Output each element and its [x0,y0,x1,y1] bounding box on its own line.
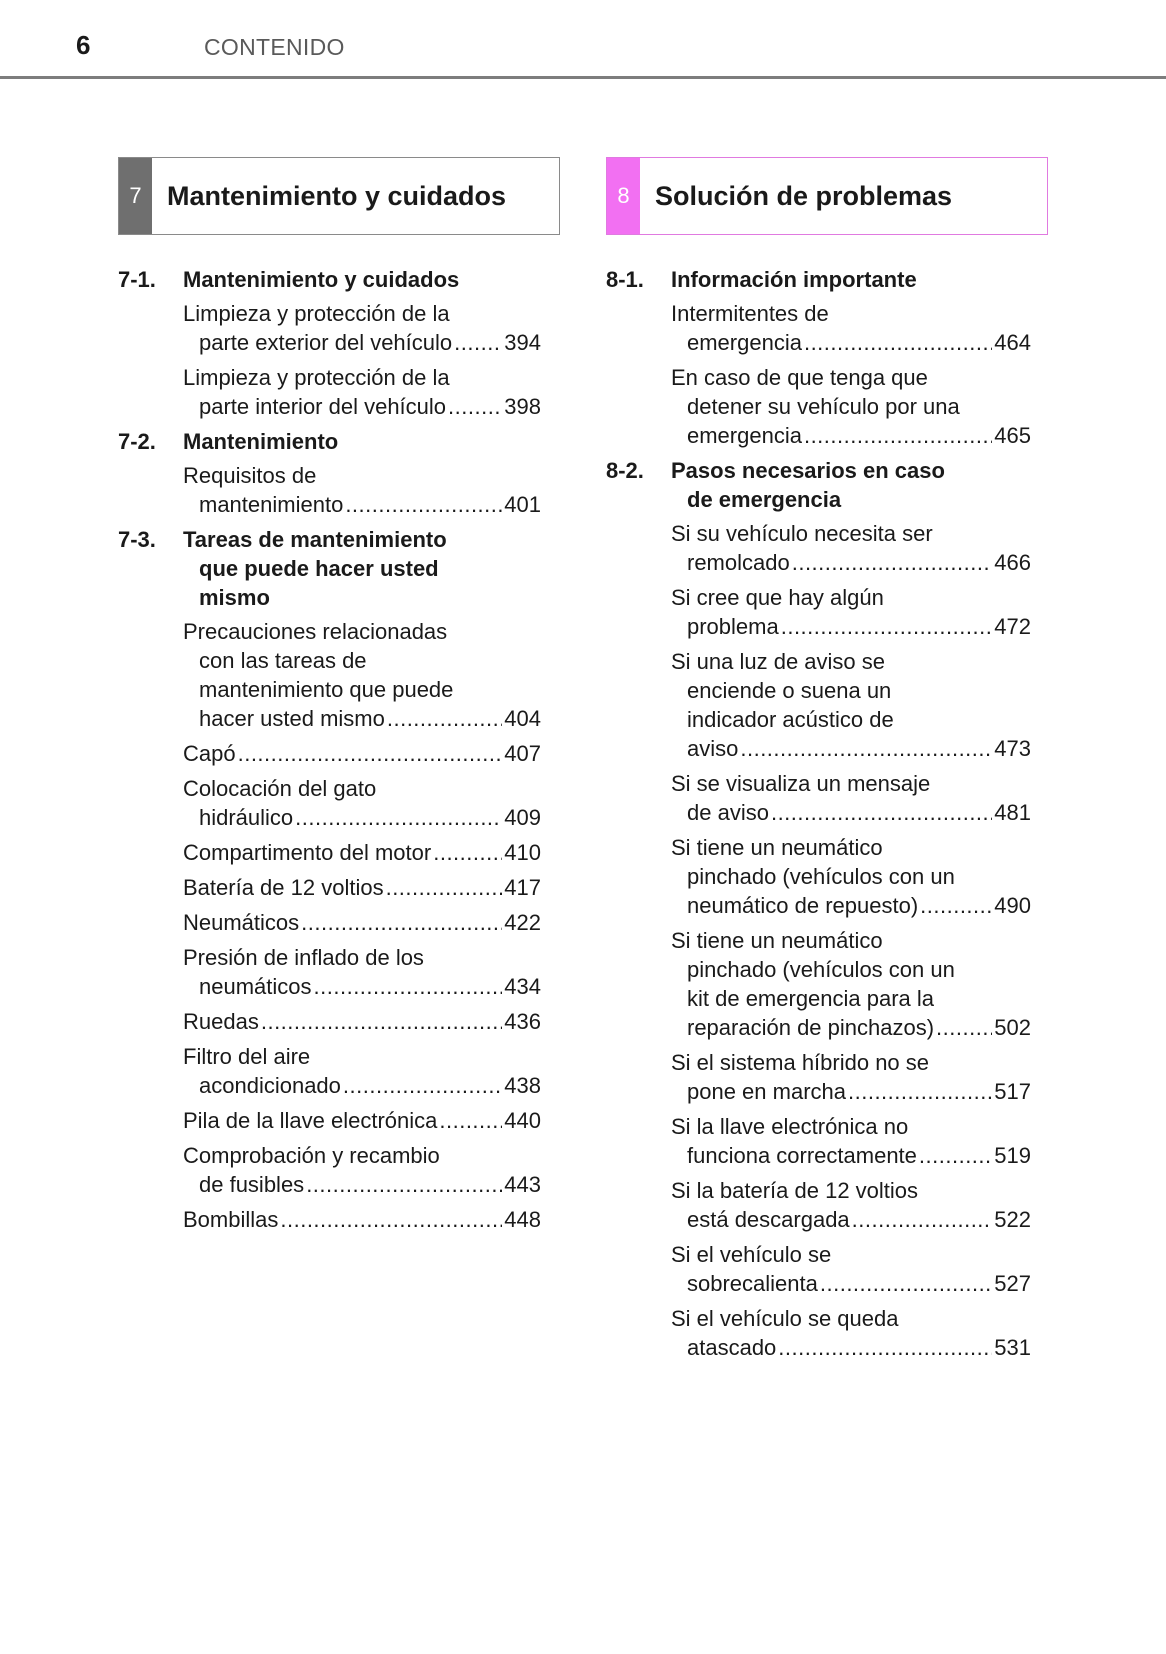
toc-section-heading[interactable] [606,265,1048,294]
dot-leader [261,1007,502,1036]
running-head: CONTENIDO [204,34,345,60]
toc-entry[interactable] [606,1240,1048,1298]
toc-entry[interactable] [118,873,560,902]
toc-list [118,265,560,1234]
entry-text-line: Compartimento del motor [183,840,432,865]
chapter-heading-box [118,157,560,235]
page-reference[interactable]: 404 [504,706,541,731]
entry-leader-line [183,490,560,519]
dot-leader [852,1205,993,1234]
toc-entry[interactable] [118,1205,560,1234]
toc-entry[interactable] [606,1176,1048,1234]
entry-text-line: acondicionado [199,1073,341,1098]
page-reference[interactable]: 436 [504,1009,541,1034]
entry-leader-line [671,1333,1048,1362]
entry-text-line: Si la llave electrónica no [671,1114,909,1139]
entry-text-line: neumáticos [199,974,312,999]
dot-leader [781,612,993,641]
section-number: 7-1. [118,267,156,292]
page-reference[interactable]: 443 [504,1172,541,1197]
toc-entry[interactable] [118,299,560,357]
toc-entry[interactable] [118,838,560,867]
entry-leader-line [671,1269,1048,1298]
entry-text-line: Si su vehículo necesita ser [671,521,933,546]
entry-text-line: Batería de 12 voltios [183,875,384,900]
entry-text-line: parte exterior del vehículo [199,330,453,355]
chapter-number-tab: 8 [607,158,640,234]
dot-leader [306,1170,502,1199]
toc-entry[interactable] [606,926,1048,1042]
dot-leader [345,490,502,519]
entry-leader-line [183,908,560,937]
section-title-line: mismo [199,585,270,610]
entry-leader-line [183,1007,560,1036]
chapter-number-tab: 7 [119,158,152,234]
toc-entry[interactable] [606,519,1048,577]
page-reference[interactable]: 434 [504,974,541,999]
toc-entry[interactable] [118,908,560,937]
entry-text-line: emergencia [687,423,802,448]
entry-text-line: Si el vehículo se [671,1242,832,1267]
toc-section-heading[interactable] [118,427,560,456]
dot-leader [820,1269,992,1298]
entry-text-line: indicador acústico de [687,707,894,732]
dot-leader [919,1141,992,1170]
toc-entry[interactable] [606,583,1048,641]
page-reference[interactable]: 517 [994,1079,1031,1104]
section-number: 7-3. [118,527,156,552]
page-reference[interactable]: 401 [504,492,541,517]
dot-leader [771,798,992,827]
entry-leader-line [183,803,560,832]
page-reference[interactable]: 519 [994,1143,1031,1168]
page-reference[interactable]: 410 [504,840,541,865]
page-reference[interactable]: 407 [504,741,541,766]
entry-leader-line [183,1071,560,1100]
section-number: 8-1. [606,267,644,292]
entry-text-line: Si el vehículo se queda [671,1306,899,1331]
page-reference[interactable]: 394 [504,330,541,355]
entry-text-line: problema [687,614,779,639]
entry-text-line: Intermitentes de [671,301,829,326]
dot-leader [433,838,502,867]
toc-entry[interactable] [118,617,560,733]
entry-text-line: Si se visualiza un mensaje [671,771,931,796]
toc-entry[interactable] [606,1112,1048,1170]
dot-leader [778,1333,992,1362]
page-reference[interactable]: 409 [504,805,541,830]
entry-text-line: Limpieza y protección de la [183,365,450,390]
entry-text-line: kit de emergencia para la [687,986,935,1011]
entry-leader-line [671,891,1048,920]
entry-text-line: aviso [687,736,739,761]
entry-leader-line [183,873,560,902]
entry-leader-line [671,1205,1048,1234]
page-reference[interactable]: 464 [994,330,1031,355]
entry-leader-line [183,739,560,768]
entry-text-line: Neumáticos [183,910,300,935]
entry-text-line: Si tiene un neumático [671,928,883,953]
section-title-line: Mantenimiento y cuidados [183,267,460,292]
entry-text-line: Si tiene un neumático [671,835,883,860]
entry-text-line: de fusibles [199,1172,305,1197]
dot-leader [387,704,502,733]
toc-section-heading[interactable] [118,265,560,294]
page-reference[interactable]: 466 [994,550,1031,575]
page-reference[interactable]: 531 [994,1335,1031,1360]
toc-entry[interactable] [118,1106,560,1135]
entry-text-line: Si el sistema híbrido no se [671,1050,930,1075]
entry-text-line: hacer usted mismo [199,706,385,731]
dot-leader [301,908,502,937]
section-title-line: de emergencia [687,487,842,512]
section-title-line: que puede hacer usted [199,556,439,581]
toc-entry[interactable] [118,461,560,519]
page-reference[interactable]: 481 [994,800,1031,825]
entry-leader-line [183,392,560,421]
entry-text-line: funciona correctamente [687,1143,917,1168]
page-reference[interactable]: 440 [504,1108,541,1133]
page-reference[interactable]: 448 [504,1207,541,1232]
entry-text-line: Bombillas [183,1207,279,1232]
toc-entry[interactable] [606,833,1048,920]
entry-text-line: En caso de que tenga que [671,365,928,390]
section-number: 7-2. [118,429,156,454]
entry-leader-line [183,1205,560,1234]
toc-entry[interactable] [118,774,560,832]
toc-entry[interactable] [606,769,1048,827]
toc-entry[interactable] [118,739,560,768]
toc-entry[interactable] [606,363,1048,450]
header-rule [0,76,1166,79]
chapter-column-7 [118,157,560,1234]
dot-leader [295,803,502,832]
toc-section-heading[interactable] [118,525,560,612]
dot-leader [386,873,503,902]
page-reference[interactable]: 417 [504,875,541,900]
page-reference[interactable]: 490 [994,893,1031,918]
toc-entry[interactable] [606,647,1048,763]
entry-text-line: Presión de inflado de los [183,945,424,970]
entry-text-line: Limpieza y protección de la [183,301,450,326]
entry-text-line: pinchado (vehículos con un [687,957,955,982]
dot-leader [936,1013,992,1042]
toc-list [606,265,1048,1362]
dot-leader [280,1205,502,1234]
toc-entry[interactable] [606,1048,1048,1106]
entry-text-line: está descargada [687,1207,850,1232]
page-reference[interactable]: 465 [994,423,1031,448]
page-reference[interactable]: 422 [504,910,541,935]
entry-leader-line [183,1106,560,1135]
dot-leader [804,328,992,357]
toc-entry[interactable] [606,1304,1048,1362]
entry-text-line: detener su vehículo por una [687,394,960,419]
dot-leader [238,739,503,768]
page-reference[interactable]: 527 [994,1271,1031,1296]
entry-text-line: con las tareas de [199,648,367,673]
entry-text-line: Pila de la llave electrónica [183,1108,438,1133]
entry-text-line: hidráulico [199,805,294,830]
dot-leader [740,734,992,763]
page-reference[interactable]: 438 [504,1073,541,1098]
entry-leader-line [183,1170,560,1199]
chapter-column-8 [606,157,1048,1362]
entry-text-line: pinchado (vehículos con un [687,864,955,889]
chapter-heading-box [606,157,1048,235]
entry-leader-line [671,328,1048,357]
entry-leader-line [671,1077,1048,1106]
entry-text-line: mantenimiento [199,492,344,517]
entry-leader-line [183,328,560,357]
entry-leader-line [671,798,1048,827]
chapter-title[interactable]: Solución de problemas [655,180,953,211]
entry-text-line: enciende o suena un [687,678,892,703]
entry-leader-line [671,734,1048,763]
entry-text-line: neumático de repuesto) [687,893,919,918]
toc-section-heading[interactable] [606,456,1048,514]
entry-leader-line [671,548,1048,577]
toc-entry[interactable] [606,299,1048,357]
toc-entry[interactable] [118,1007,560,1036]
entry-text-line: mantenimiento que puede [199,677,454,702]
page-reference[interactable]: 502 [994,1015,1031,1040]
entry-text-line: Capó [183,741,236,766]
entry-leader-line [183,838,560,867]
toc-entry[interactable] [118,1141,560,1199]
entry-text-line: Si cree que hay algún [671,585,884,610]
entry-text-line: Colocación del gato [183,776,377,801]
dot-leader [343,1071,502,1100]
section-title-line: Pasos necesarios en caso [671,458,945,483]
dot-leader [804,421,992,450]
toc-entry[interactable] [118,943,560,1001]
section-title-line: Mantenimiento [183,429,339,454]
dot-leader [439,1106,502,1135]
entry-leader-line [671,612,1048,641]
toc-entry[interactable] [118,363,560,421]
entry-text-line: Requisitos de [183,463,317,488]
page-reference[interactable]: 472 [994,614,1031,639]
section-number: 8-2. [606,458,644,483]
entry-text-line: Ruedas [183,1009,259,1034]
dot-leader [448,392,502,421]
entry-text-line: remolcado [687,550,790,575]
entry-leader-line [183,704,560,733]
dot-leader [848,1077,992,1106]
chapter-title[interactable]: Mantenimiento y cuidados [167,180,507,211]
entry-leader-line [671,1141,1048,1170]
dot-leader [792,548,993,577]
page-reference[interactable]: 473 [994,736,1031,761]
page-number: 6 [76,30,91,60]
entry-leader-line [671,1013,1048,1042]
entry-text-line: de aviso [687,800,769,825]
page-reference[interactable]: 398 [504,394,541,419]
toc-entry[interactable] [118,1042,560,1100]
entry-text-line: pone en marcha [687,1079,846,1104]
dot-leader [314,972,503,1001]
section-title-line: Información importante [671,267,917,292]
entry-leader-line [671,421,1048,450]
entry-text-line: Precauciones relacionadas [183,619,448,644]
entry-text-line: Filtro del aire [183,1044,311,1069]
entry-text-line: atascado [687,1335,777,1360]
entry-text-line: Si la batería de 12 voltios [671,1178,919,1203]
entry-text-line: Comprobación y recambio [183,1143,440,1168]
entry-text-line: parte interior del vehículo [199,394,447,419]
entry-text-line: reparación de pinchazos) [687,1015,935,1040]
page-reference[interactable]: 522 [994,1207,1031,1232]
entry-text-line: Si una luz de aviso se [671,649,886,674]
entry-text-line: sobrecalienta [687,1271,818,1296]
section-title-line: Tareas de mantenimiento [183,527,447,552]
entry-text-line: emergencia [687,330,802,355]
entry-leader-line [183,972,560,1001]
dot-leader [920,891,992,920]
dot-leader [454,328,502,357]
